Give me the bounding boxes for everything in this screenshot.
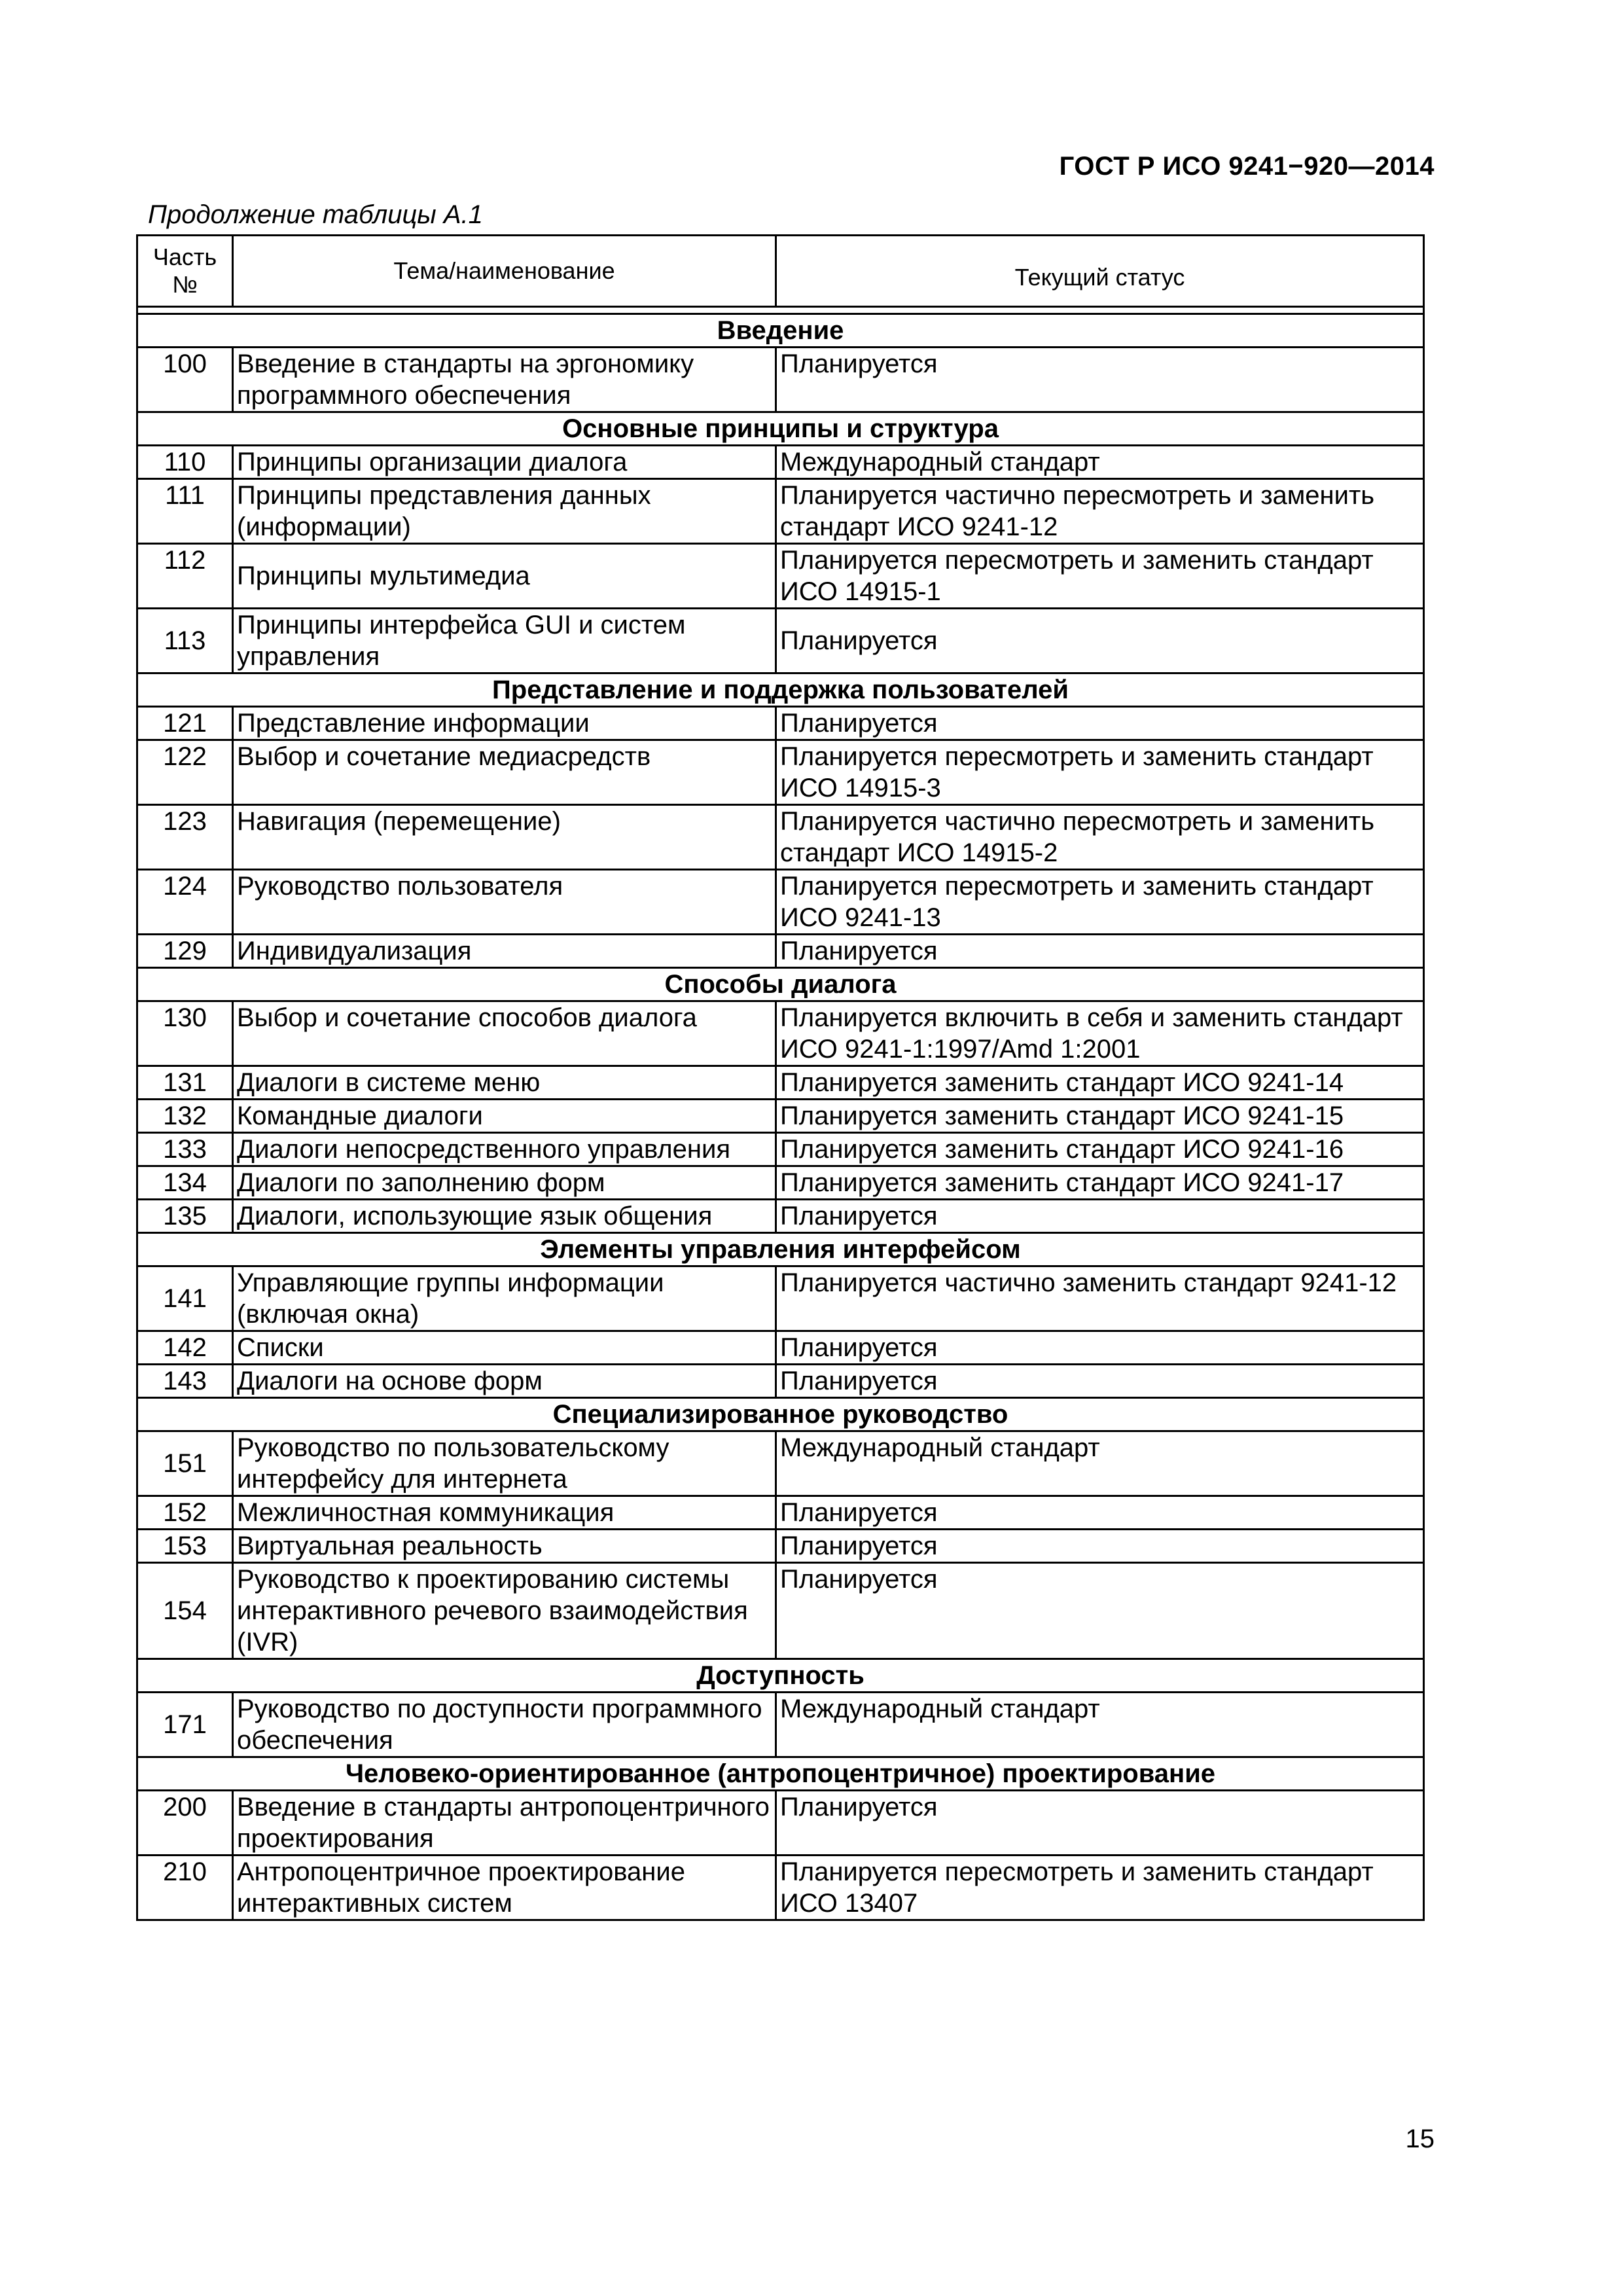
topic-cell: Введение в стандарты антропоцентричного проектирования [233, 1791, 776, 1856]
part-number-cell: 124 [137, 870, 233, 935]
table-row [137, 1693, 1424, 1757]
table-row [137, 609, 1424, 673]
status-cell: Планируется [776, 1200, 1424, 1233]
topic-cell: Руководство пользователя [233, 870, 776, 935]
table-row [137, 1100, 1424, 1133]
section-row [137, 412, 1424, 446]
table-row [137, 1856, 1424, 1920]
status-cell: Планируется пересмотреть и заменить стандарт ИСО 9241-13 [776, 870, 1424, 935]
table-row [137, 1530, 1424, 1563]
part-number-cell: 143 [137, 1365, 233, 1398]
part-number-cell: 122 [137, 740, 233, 805]
part-number-cell: 154 [137, 1563, 233, 1659]
part-number-cell: 110 [137, 446, 233, 479]
table-caption: Продолжение таблицы А.1 [148, 200, 483, 229]
topic-cell: Списки [233, 1331, 776, 1365]
status-cell: Планируется пересмотреть и заменить стандарт ИСО 14915-1 [776, 544, 1424, 609]
section-title: Введение [137, 314, 1424, 348]
table-row [137, 805, 1424, 870]
header-part: Часть № [137, 236, 233, 307]
status-cell: Планируется заменить стандарт ИСО 9241-17 [776, 1166, 1424, 1200]
part-number-cell: 200 [137, 1791, 233, 1856]
part-number-cell: 153 [137, 1530, 233, 1563]
section-title: Человеко-ориентированное (антропоцентричное) проектирование [137, 1757, 1424, 1791]
header-separator [137, 307, 1424, 314]
section-title: Способы диалога [137, 968, 1424, 1001]
topic-cell: Выбор и сочетание медиасредств [233, 740, 776, 805]
standards-table [136, 234, 1425, 1921]
status-cell: Планируется [776, 935, 1424, 968]
part-number-cell: 129 [137, 935, 233, 968]
table-row [137, 935, 1424, 968]
header-status: Текущий статус [776, 236, 1424, 307]
status-cell: Планируется частично заменить стандарт 9241-12 [776, 1266, 1424, 1331]
table-row [137, 348, 1424, 412]
table-row [137, 1431, 1424, 1496]
part-number-cell: 141 [137, 1266, 233, 1331]
topic-cell: Введение в стандарты на эргономику программного обеспечения [233, 348, 776, 412]
part-number-cell: 130 [137, 1001, 233, 1066]
table-row [137, 870, 1424, 935]
topic-cell: Диалоги в системе меню [233, 1066, 776, 1100]
table-row [137, 740, 1424, 805]
table-row [137, 544, 1424, 609]
section-title: Доступность [137, 1659, 1424, 1693]
status-cell: Планируется заменить стандарт ИСО 9241-16 [776, 1133, 1424, 1166]
status-cell: Планируется заменить стандарт ИСО 9241-14 [776, 1066, 1424, 1100]
status-cell: Планируется [776, 609, 1424, 673]
status-cell: Планируется [776, 707, 1424, 740]
topic-cell: Навигация (перемещение) [233, 805, 776, 870]
section-row [137, 968, 1424, 1001]
table-row [137, 1001, 1424, 1066]
status-cell: Международный стандарт [776, 446, 1424, 479]
table-row [137, 1331, 1424, 1365]
table-body [137, 314, 1424, 1920]
topic-cell: Выбор и сочетание способов диалога [233, 1001, 776, 1066]
topic-cell: Представление информации [233, 707, 776, 740]
part-number-cell: 151 [137, 1431, 233, 1496]
section-row [137, 1398, 1424, 1431]
status-cell: Планируется [776, 1331, 1424, 1365]
part-number-cell: 100 [137, 348, 233, 412]
topic-cell: Диалоги, использующие язык общения [233, 1200, 776, 1233]
part-number-cell: 123 [137, 805, 233, 870]
topic-cell: Диалоги на основе форм [233, 1365, 776, 1398]
part-number-cell: 113 [137, 609, 233, 673]
topic-cell: Диалоги по заполнению форм [233, 1166, 776, 1200]
table-row [137, 1166, 1424, 1200]
topic-cell: Виртуальная реальность [233, 1530, 776, 1563]
table-row [137, 1066, 1424, 1100]
table-row [137, 1496, 1424, 1530]
table-row [137, 446, 1424, 479]
topic-cell: Индивидуализация [233, 935, 776, 968]
topic-cell: Руководство к проектированию системы интерактивного речевого взаимодействия (IVR) [233, 1563, 776, 1659]
document-header: ГОСТ Р ИСО 9241−920—2014 [1059, 152, 1435, 181]
table-row [137, 1266, 1424, 1331]
table-row [137, 1791, 1424, 1856]
section-row [137, 673, 1424, 707]
table-row [137, 1200, 1424, 1233]
status-cell: Планируется [776, 1530, 1424, 1563]
status-cell: Планируется [776, 1496, 1424, 1530]
table-row [137, 1133, 1424, 1166]
section-row [137, 314, 1424, 348]
topic-cell: Антропоцентричное проектирование интерактивных систем [233, 1856, 776, 1920]
status-cell: Планируется [776, 348, 1424, 412]
part-number-cell: 142 [137, 1331, 233, 1365]
part-number-cell: 111 [137, 479, 233, 544]
section-title: Представление и поддержка пользователей [137, 673, 1424, 707]
status-cell: Планируется пересмотреть и заменить стандарт ИСО 14915-3 [776, 740, 1424, 805]
topic-cell: Межличностная коммуникация [233, 1496, 776, 1530]
status-cell: Планируется пересмотреть и заменить стандарт ИСО 13407 [776, 1856, 1424, 1920]
table-header-row [137, 236, 1424, 307]
status-cell: Планируется [776, 1365, 1424, 1398]
page-number: 15 [1405, 2125, 1435, 2153]
table-row [137, 707, 1424, 740]
table-row [137, 479, 1424, 544]
section-title: Специализированное руководство [137, 1398, 1424, 1431]
part-number-cell: 131 [137, 1066, 233, 1100]
part-number-cell: 112 [137, 544, 233, 609]
part-number-cell: 210 [137, 1856, 233, 1920]
part-number-cell: 133 [137, 1133, 233, 1166]
topic-cell: Управляющие группы информации (включая окна) [233, 1266, 776, 1331]
section-title: Элементы управления интерфейсом [137, 1233, 1424, 1266]
section-row [137, 1659, 1424, 1693]
table-row [137, 1563, 1424, 1659]
status-cell: Планируется включить в себя и заменить стандарт ИСО 9241-1:1997/Amd 1:2001 [776, 1001, 1424, 1066]
section-row [137, 1233, 1424, 1266]
status-cell: Планируется заменить стандарт ИСО 9241-15 [776, 1100, 1424, 1133]
status-cell: Планируется частично пересмотреть и заменить стандарт ИСО 9241-12 [776, 479, 1424, 544]
part-number-cell: 134 [137, 1166, 233, 1200]
section-row [137, 1757, 1424, 1791]
status-cell: Планируется частично пересмотреть и заменить стандарт ИСО 14915-2 [776, 805, 1424, 870]
topic-cell: Командные диалоги [233, 1100, 776, 1133]
part-number-cell: 171 [137, 1693, 233, 1757]
status-cell: Планируется [776, 1791, 1424, 1856]
topic-cell: Принципы мультимедиа [233, 544, 776, 609]
part-number-cell: 135 [137, 1200, 233, 1233]
section-title: Основные принципы и структура [137, 412, 1424, 446]
status-cell: Международный стандарт [776, 1431, 1424, 1496]
part-number-cell: 132 [137, 1100, 233, 1133]
topic-cell: Руководство по доступности программного обеспечения [233, 1693, 776, 1757]
topic-cell: Руководство по пользовательскому интерфейсу для интернета [233, 1431, 776, 1496]
topic-cell: Принципы представления данных (информации) [233, 479, 776, 544]
part-number-cell: 152 [137, 1496, 233, 1530]
topic-cell: Принципы организации диалога [233, 446, 776, 479]
status-cell: Планируется [776, 1563, 1424, 1659]
topic-cell: Диалоги непосредственного управления [233, 1133, 776, 1166]
table-row [137, 1365, 1424, 1398]
header-topic: Тема/наименование [233, 236, 776, 307]
part-number-cell: 121 [137, 707, 233, 740]
topic-cell: Принципы интерфейса GUI и систем управления [233, 609, 776, 673]
status-cell: Международный стандарт [776, 1693, 1424, 1757]
